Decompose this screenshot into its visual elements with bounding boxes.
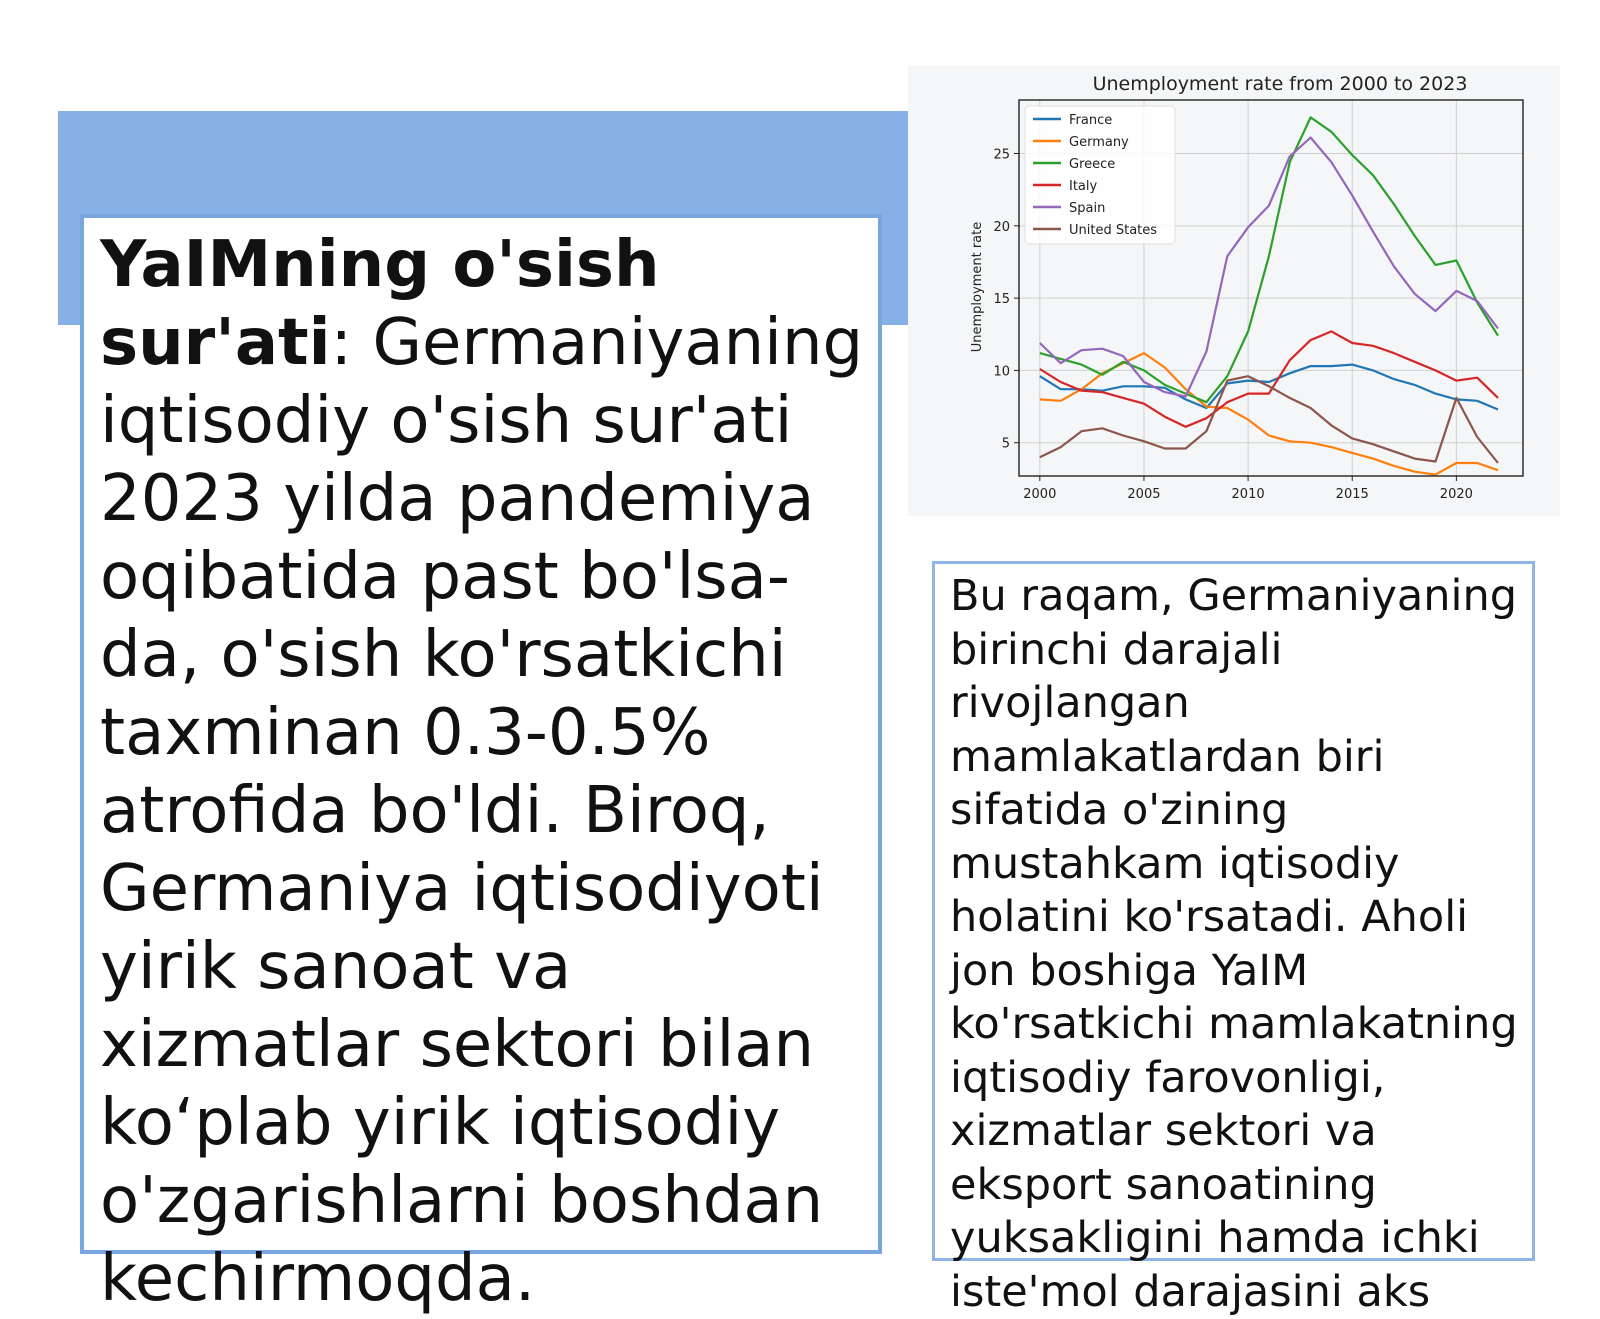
gdp-per-capita-paragraph: Bu raqam, Germaniyaning birinchi darajali rivojlangan mamlakatlardan biri sifatida o'zining mustahkam iqtisodiy holatini ko'rsatadi. Aholi jon boshiga YaIM ko'rsatkichi mamlakatning iqtisodiy farovonligi, xizmatlar sektori va eksport sanoatining yuksakligini hamda ichki iste'mol darajasini aks: [950, 571, 1518, 1317]
x-tick-label: 2020: [1439, 487, 1473, 502]
x-tick-label: 2015: [1335, 487, 1369, 502]
gdp-growth-paragraph: [100, 226, 866, 1318]
gdp-per-capita-text-box: [932, 561, 1535, 1317]
gdp-growth-body: Germaniyaning iqtisodiy o'sish sur'ati 2023 yilda pandemiya oqibatida past bo'lsa-da, o'sish ko'rsatkichi taxminan 0.3-0.5% atrofida bo'ldi. Biroq, Germaniya iqtisodiyoti yirik sanoat va xizmatlar sektori bilan ko‘plab yirik iqtisodiy o'zgarishlarni boshdan kechirmoqda.: [100, 306, 864, 1316]
heading-colon: :: [330, 306, 353, 380]
y-tick-label: 5: [1001, 436, 1010, 452]
y-tick-label: 20: [993, 219, 1010, 235]
chart-y-axis-label: Unemployment rate: [970, 221, 985, 353]
y-tick-label: 25: [993, 147, 1010, 163]
y-tick-label: 10: [993, 364, 1010, 380]
x-tick-label: 2010: [1231, 487, 1265, 502]
unemployment-chart: [908, 66, 1560, 516]
legend-label: Germany: [1069, 135, 1129, 150]
gdp-growth-text-box: [80, 214, 882, 1316]
chart-legend: [1025, 106, 1175, 244]
legend-label: Greece: [1069, 157, 1116, 172]
chart-title: Unemployment rate from 2000 to 2023: [1092, 73, 1468, 95]
gdp-growth-heading: YaIMning o'sish sur'ati: [100, 228, 660, 380]
y-tick-label: 15: [993, 292, 1010, 308]
legend-label: United States: [1069, 223, 1158, 238]
unemployment-chart-svg: [908, 66, 1560, 516]
x-tick-label: 2000: [1023, 487, 1057, 502]
legend-label: Spain: [1069, 201, 1106, 216]
legend-label: France: [1069, 113, 1113, 128]
x-tick-label: 2005: [1127, 487, 1161, 502]
series-line-italy: [1040, 331, 1498, 426]
legend-label: Italy: [1069, 179, 1098, 194]
